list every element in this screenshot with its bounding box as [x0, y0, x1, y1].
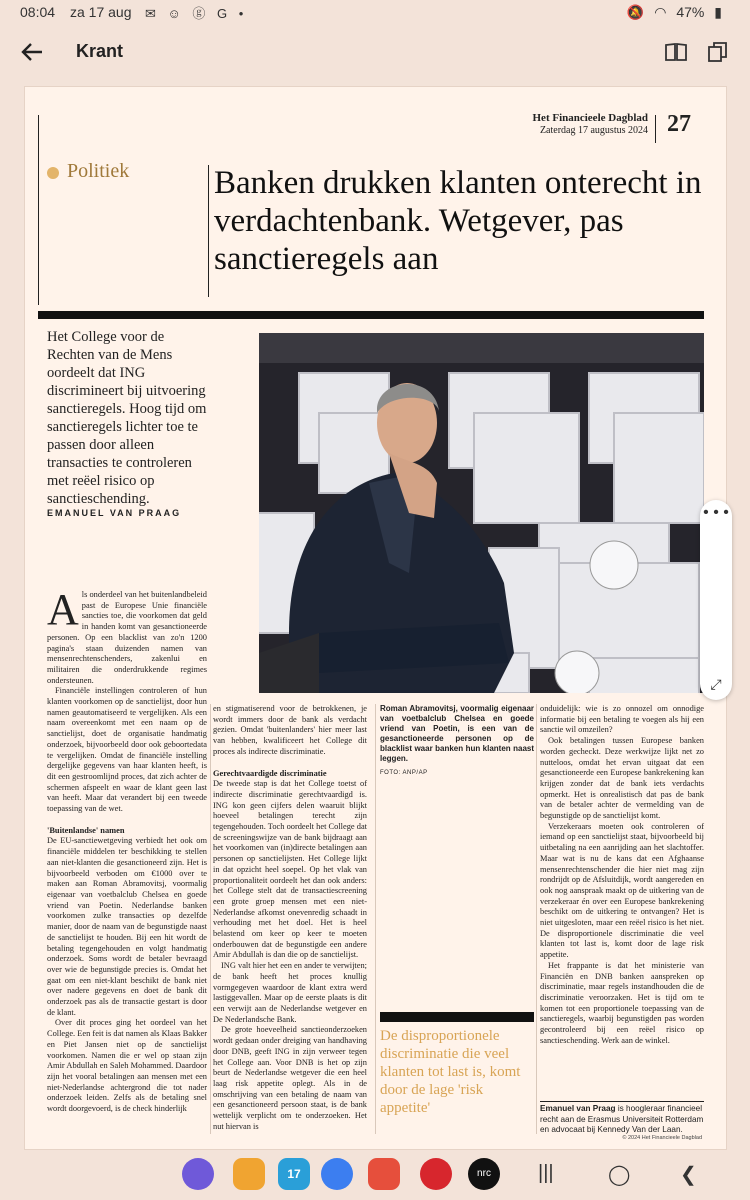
column-divider [375, 704, 376, 1134]
bio-text: is hoogleraar financieel recht aan de Erasmus Universiteit Rotterdam en advocaat bij Kennedy Van der Laan. [540, 1104, 704, 1135]
paper-name: Het Financieele Dagblad [532, 112, 648, 124]
headline: Banken drukken klanten onterecht in verdachtenbank. Wetgever, pas sanctieregels aan [214, 165, 702, 277]
article-column-4 [540, 704, 704, 1047]
column-divider [536, 704, 537, 1134]
status-bar [0, 0, 750, 24]
files-app-icon[interactable] [233, 1158, 265, 1190]
page-number: 27 [667, 111, 691, 137]
col4-paragraph: Het frappante is dat het ministerie van Financiën en DNB banken aanspreken op discriminatie, maar regels instandhouden die de discriminatie veroorzaken. Het is tijd om te komen tot een proportionele toepassing van de sanctieregels, waarbij begunstigden pas worden gecontroleerd bij een reëel risico op sanctieschending. Werk aan de winkel. [540, 960, 704, 1045]
notification-icons: ✉ ☺ ⓖ G • [145, 6, 248, 21]
caption-column [380, 704, 534, 779]
article-column-2 [213, 704, 367, 1132]
contacts-app-icon[interactable] [368, 1158, 400, 1190]
status-right [621, 4, 722, 21]
mute-icon: 🔕 [626, 4, 645, 20]
page-view-icon[interactable] [706, 40, 730, 64]
app-title: Krant [76, 41, 124, 61]
book-view-icon[interactable] [664, 40, 688, 64]
pull-quote: De disproportionele discriminatie die veel klanten tot last is, komt door de lage 'risk appetite' [380, 1028, 521, 1116]
newspaper-page[interactable] [24, 86, 727, 1150]
back-arrow-icon[interactable] [18, 38, 50, 70]
col1-paragraph: De EU-sanctiewetgeving verbiedt het ook om financiële middelen ter beschikking te stellen aan niet-klanten die gesanctioneerd zijn. Het is bijvoorbeeld verboden om €1000 over te maken aan Roman Abramovitsj, voormalig eigenaar van voetbalclub Chelsea en goede vriend van Poetin. Nederlandse banken voorkomen zulke transacties op dezelfde manier, door de naam van de begunstigde naast de sanctielijst te houden. Bij een hit wordt de betaling tegengehouden en volgt handmatig onderzoek. Soms wordt de betaler bevraagd over wie de begunstigde precies is. Omdat het gaat om een niet-klant beschikt de bank niet over nadere gegevens en doet de bank dit onderzoek pas als de transactie gestart is door de klant. [47, 836, 207, 1017]
col2-paragraph: en stigmatiserend voor de betrokkenen, je wordt immers door de bank als verdacht gezien. Omdat 'buitenlanders' hier meer last van hebben, kwalificeert het College dit proces als indirecte discriminatie. [213, 704, 367, 756]
navigation-bar [0, 1154, 750, 1200]
app-bar [0, 26, 750, 82]
author-byline: EMANUEL VAN PRAAG [47, 508, 182, 518]
headline-divider [38, 311, 704, 319]
author-bio [540, 1104, 704, 1136]
paper-header [533, 112, 649, 136]
paper-date: Zaterdag 17 augustus 2024 [539, 125, 648, 136]
article-column-1 [47, 585, 207, 1115]
left-rule [38, 115, 39, 305]
status-time: 08:04 [20, 4, 56, 20]
col4-paragraph: Ook betalingen tussen Europese banken worden gecheckt. Deze werkwijze lijkt net zo nutteloos, omdat het ervan uitgaat dat een gesanctioneerde een Europese bankrekening kan krijgen zonder dat de bank iets verdachts opmerkt. Het is onrealistisch dat pas de bank van de betaler achter de vermelding van de begunstigde op de sanctielijst komt. [540, 736, 704, 821]
news-app-icon[interactable] [420, 1158, 452, 1190]
popup-view-icon[interactable]: ⤢ [710, 676, 722, 692]
recents-icon[interactable]: ||| [538, 1162, 554, 1184]
home-icon[interactable]: ◯ [608, 1164, 631, 1186]
status-date: za 17 aug [70, 4, 132, 20]
col4-paragraph: Verzekeraars moeten ook controleren of iemand op een sanctielijst staat, bijvoorbeeld bij uitbetaling na een aanrijding aan het slachtoffer. Maar wat is nu de kans dat een Afghaanse mensenrechtenschender die hier niet mag zijn rondrijdt op de Afsluitdijk, wordt aangereden en ook nog aanspraak maakt op de uitkering van de verzekeraar én over een Europese bankrekening beschikt om de uitkering te ontvangen? Het is niet uitgesloten, maar een reëel risico is het niet. De disproportionele discriminatie die veel klanten tot last is, komt door de lage risk appetite. [540, 821, 704, 960]
more-options-icon[interactable]: • • • [703, 504, 729, 521]
page-number-divider [655, 115, 656, 143]
section-label: Politiek [67, 160, 130, 182]
internet-app-icon[interactable] [182, 1158, 214, 1190]
col2-paragraph: De tweede stap is dat het College toetst of indirecte discriminatie gerechtvaardigd is. ING kon geen cijfers delen waaruit blijkt hoeveel betalingen terecht zijn tegengehouden. Toch oordeelt het College dat de screeningswijze van de bank bijdraagt aan het voorkomen van (in)directe betalingen aan personen op sanctielijsten. Het College lijkt in dat opzicht heel soepel. Op het vlak van proportionaliteit oordeelt het dan ook anders: het College stelt dat de transactiescreening een grote groep mensen met een niet-Nederlandse afkomst onevenredig schaadt in verhouding met het doel. Het is heel belastend om keer op keer te moeten onderbouwen dat de begunstigde een andere Amir Abdullah is dan die op de sanctielijst. [213, 779, 367, 960]
copyright: © 2024 Het Financieele Dagblad [622, 1135, 702, 1141]
battery-icon: ▮ [714, 4, 722, 20]
photo-caption: Roman Abramovitsj, voormalig eigenaar van voetbalclub Chelsea en goede vriend van Poetin, is een van de gesanctioneerde personen op de blacklist waar banken hun klanten naast leggen. [380, 704, 534, 763]
col2-paragraph: De grote hoeveelheid sanctieonderzoeken wordt gedaan onder dreiging van handhaving door DNB, geeft ING in zijn verweer tegen het College aan. Voor DNB is het op zijn beurt de Nederlandse wetgever die een heel laag risk appetite oplegt. Als in de omschrijving van een betaling de naam van een gesanctioneerd persoon staat, is de bank wettelijk verplicht om te onderzoeken. Het nut hiervan is [213, 1025, 367, 1131]
section-dot-icon [47, 167, 59, 179]
bio-name: Emanuel van Praag [540, 1104, 616, 1113]
headline-rule [208, 165, 209, 297]
lead-text: Het College voor de Rechten van de Mens oordeelt dat ING discrimineert bij uitvoering sanctieregels. Hoog tijd om sanctieregels lichter toe te passen door alleen transacties te controleren met reëel risico op sanctieschending. [47, 329, 207, 507]
col1-paragraph: Financiële instellingen controleren of hun klanten voorkomen op de sanctielijst, door hun namen geautomatiseerd te vergelijken. Als een naam overeenkomt met een naam op de sanctielijst, doet de organisatie handmatig onderzoek, bijvoorbeeld door ook geboortedata te vergelijken. Omdat de financiële instelling dergelijke gegevens van haar klanten heeft, is dit een gestroomlijnd proces, dat zich achter de schermen afspeelt en waar de klant geen last van heeft. Maar dat verandert bij een tweede toepassing van de wet. [47, 686, 207, 814]
drop-cap: A [47, 585, 79, 634]
battery-level: 47% [676, 4, 705, 20]
wifi-icon: ◠ [654, 4, 667, 20]
back-nav-icon[interactable]: ❮ [680, 1164, 697, 1186]
col1-paragraph: ls onderdeel van het buitenlandbeleid past de Europese Unie financiële sancties toe, die voorkomen dat geld in handen komt van gesanctioneerde personen. Op een blacklist van zo'n 1200 pagina's staan duizenden namen van mensenrechtenschenders, zakenlui en militairen die onderdrukkende regimes ondersteunen. [47, 590, 207, 685]
bio-divider [540, 1101, 704, 1102]
photo-credit: FOTO: ANP/AP [380, 770, 428, 776]
col2-paragraph: ING valt hier het een en ander te verwijten; de bank heeft het proces knullig vormgegeven waardoor de klant extra werd lastiggevallen. Maar op de eerste plaats is dit een verwijt aan de Nederlandse wetgever en De Nederlandsche Bank. [213, 961, 367, 1024]
nrc-app-icon[interactable]: nrc [468, 1158, 500, 1190]
quote-bar [380, 1012, 534, 1022]
col1-paragraph: Over dit proces ging het oordeel van het College. Een feit is dat namen als Klaas Bakker en Piet Jansen niet op de sanctielijst voorkomen. Namen die er wel op staan zijn Amir Abdullah en Saleh Mohammed. Daardoor zijn het vooral betalingen aan mensen met een niet-Nederlandse achtergrond die tot nader onderzoek leiden. Zelfs als de betaling snel wordt doorgevoerd, is de check hinderlijk [47, 1018, 207, 1114]
col4-paragraph: onduidelijk: wie is zo onnozel om onnodige informatie bij een betaling te voegen als hij een sanctie wil omzeilen? [540, 704, 704, 735]
calendar-app-icon[interactable]: 17 [278, 1158, 310, 1190]
column-divider [210, 704, 211, 1134]
subheading: Gerechtvaardigde discriminatie [213, 768, 327, 778]
messages-app-icon[interactable] [321, 1158, 353, 1190]
subheading: 'Buitenlandse' namen [47, 825, 125, 835]
article-photo[interactable] [259, 333, 704, 693]
floating-panel[interactable] [700, 500, 732, 700]
